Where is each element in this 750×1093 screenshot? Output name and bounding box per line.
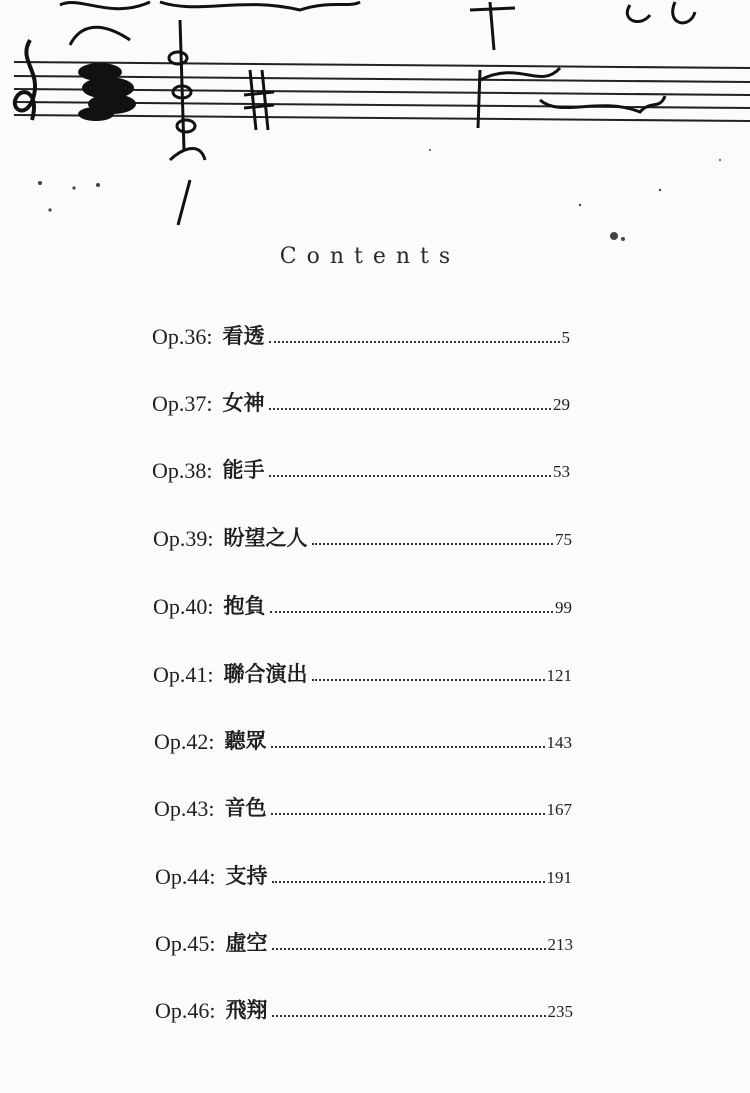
toc-entry[interactable]	[154, 719, 572, 755]
page-number: 29	[553, 395, 570, 414]
dot-leader	[271, 746, 545, 748]
chapter-title: 支持	[225, 864, 268, 888]
dot-leader	[269, 341, 560, 343]
chapter-title: 女神	[222, 391, 265, 415]
toc-entry[interactable]	[153, 652, 572, 688]
dot-leader	[312, 679, 545, 681]
dot-leader	[272, 1015, 546, 1017]
dot-leader	[269, 408, 552, 410]
page-number: 5	[561, 328, 570, 347]
dot-leader	[270, 611, 554, 613]
chapter-title: 看透	[222, 324, 265, 348]
toc-entry[interactable]	[155, 854, 572, 890]
dot-leader	[312, 543, 554, 545]
toc-entry[interactable]	[153, 584, 572, 620]
opus-number: Op.44:	[155, 864, 216, 889]
dot-leader	[272, 881, 545, 883]
opus-number: Op.40:	[153, 594, 214, 619]
chapter-title: 聯合演出	[223, 662, 308, 686]
opus-number: Op.37:	[152, 391, 213, 416]
toc-entry[interactable]	[155, 988, 573, 1024]
chapter-title: 抱負	[223, 594, 266, 618]
contents-heading: Contents	[279, 244, 461, 269]
page-number: 75	[555, 530, 572, 549]
page-number: 99	[555, 598, 572, 617]
dot-leader	[269, 475, 552, 477]
toc-entry[interactable]	[155, 921, 573, 957]
chapter-title: 音色	[224, 796, 267, 820]
chapter-title: 聽眾	[224, 729, 267, 753]
toc-entry[interactable]	[152, 381, 570, 417]
page-number: 213	[547, 935, 573, 954]
page-number: 167	[546, 800, 572, 819]
chapter-title: 飛翔	[225, 998, 268, 1022]
page-number: 53	[553, 462, 570, 481]
page-number: 143	[546, 733, 572, 752]
opus-number: Op.36:	[152, 324, 213, 349]
toc-entry[interactable]	[152, 314, 570, 350]
toc-entry[interactable]	[154, 786, 572, 822]
dot-leader	[271, 813, 545, 815]
page-number: 235	[547, 1002, 573, 1021]
chapter-title: 盼望之人	[223, 526, 308, 550]
opus-number: Op.43:	[154, 796, 215, 821]
page-number: 191	[546, 868, 572, 887]
opus-number: Op.38:	[152, 458, 213, 483]
opus-number: Op.45:	[155, 931, 216, 956]
chapter-title: 能手	[222, 458, 265, 482]
toc-entry[interactable]	[153, 516, 572, 552]
toc-entry[interactable]	[152, 448, 570, 484]
opus-number: Op.42:	[154, 729, 215, 754]
dot-leader	[272, 948, 546, 950]
page-number: 121	[546, 666, 572, 685]
opus-number: Op.41:	[153, 662, 214, 687]
opus-number: Op.46:	[155, 998, 216, 1023]
opus-number: Op.39:	[153, 526, 214, 551]
chapter-title: 虛空	[225, 931, 268, 955]
